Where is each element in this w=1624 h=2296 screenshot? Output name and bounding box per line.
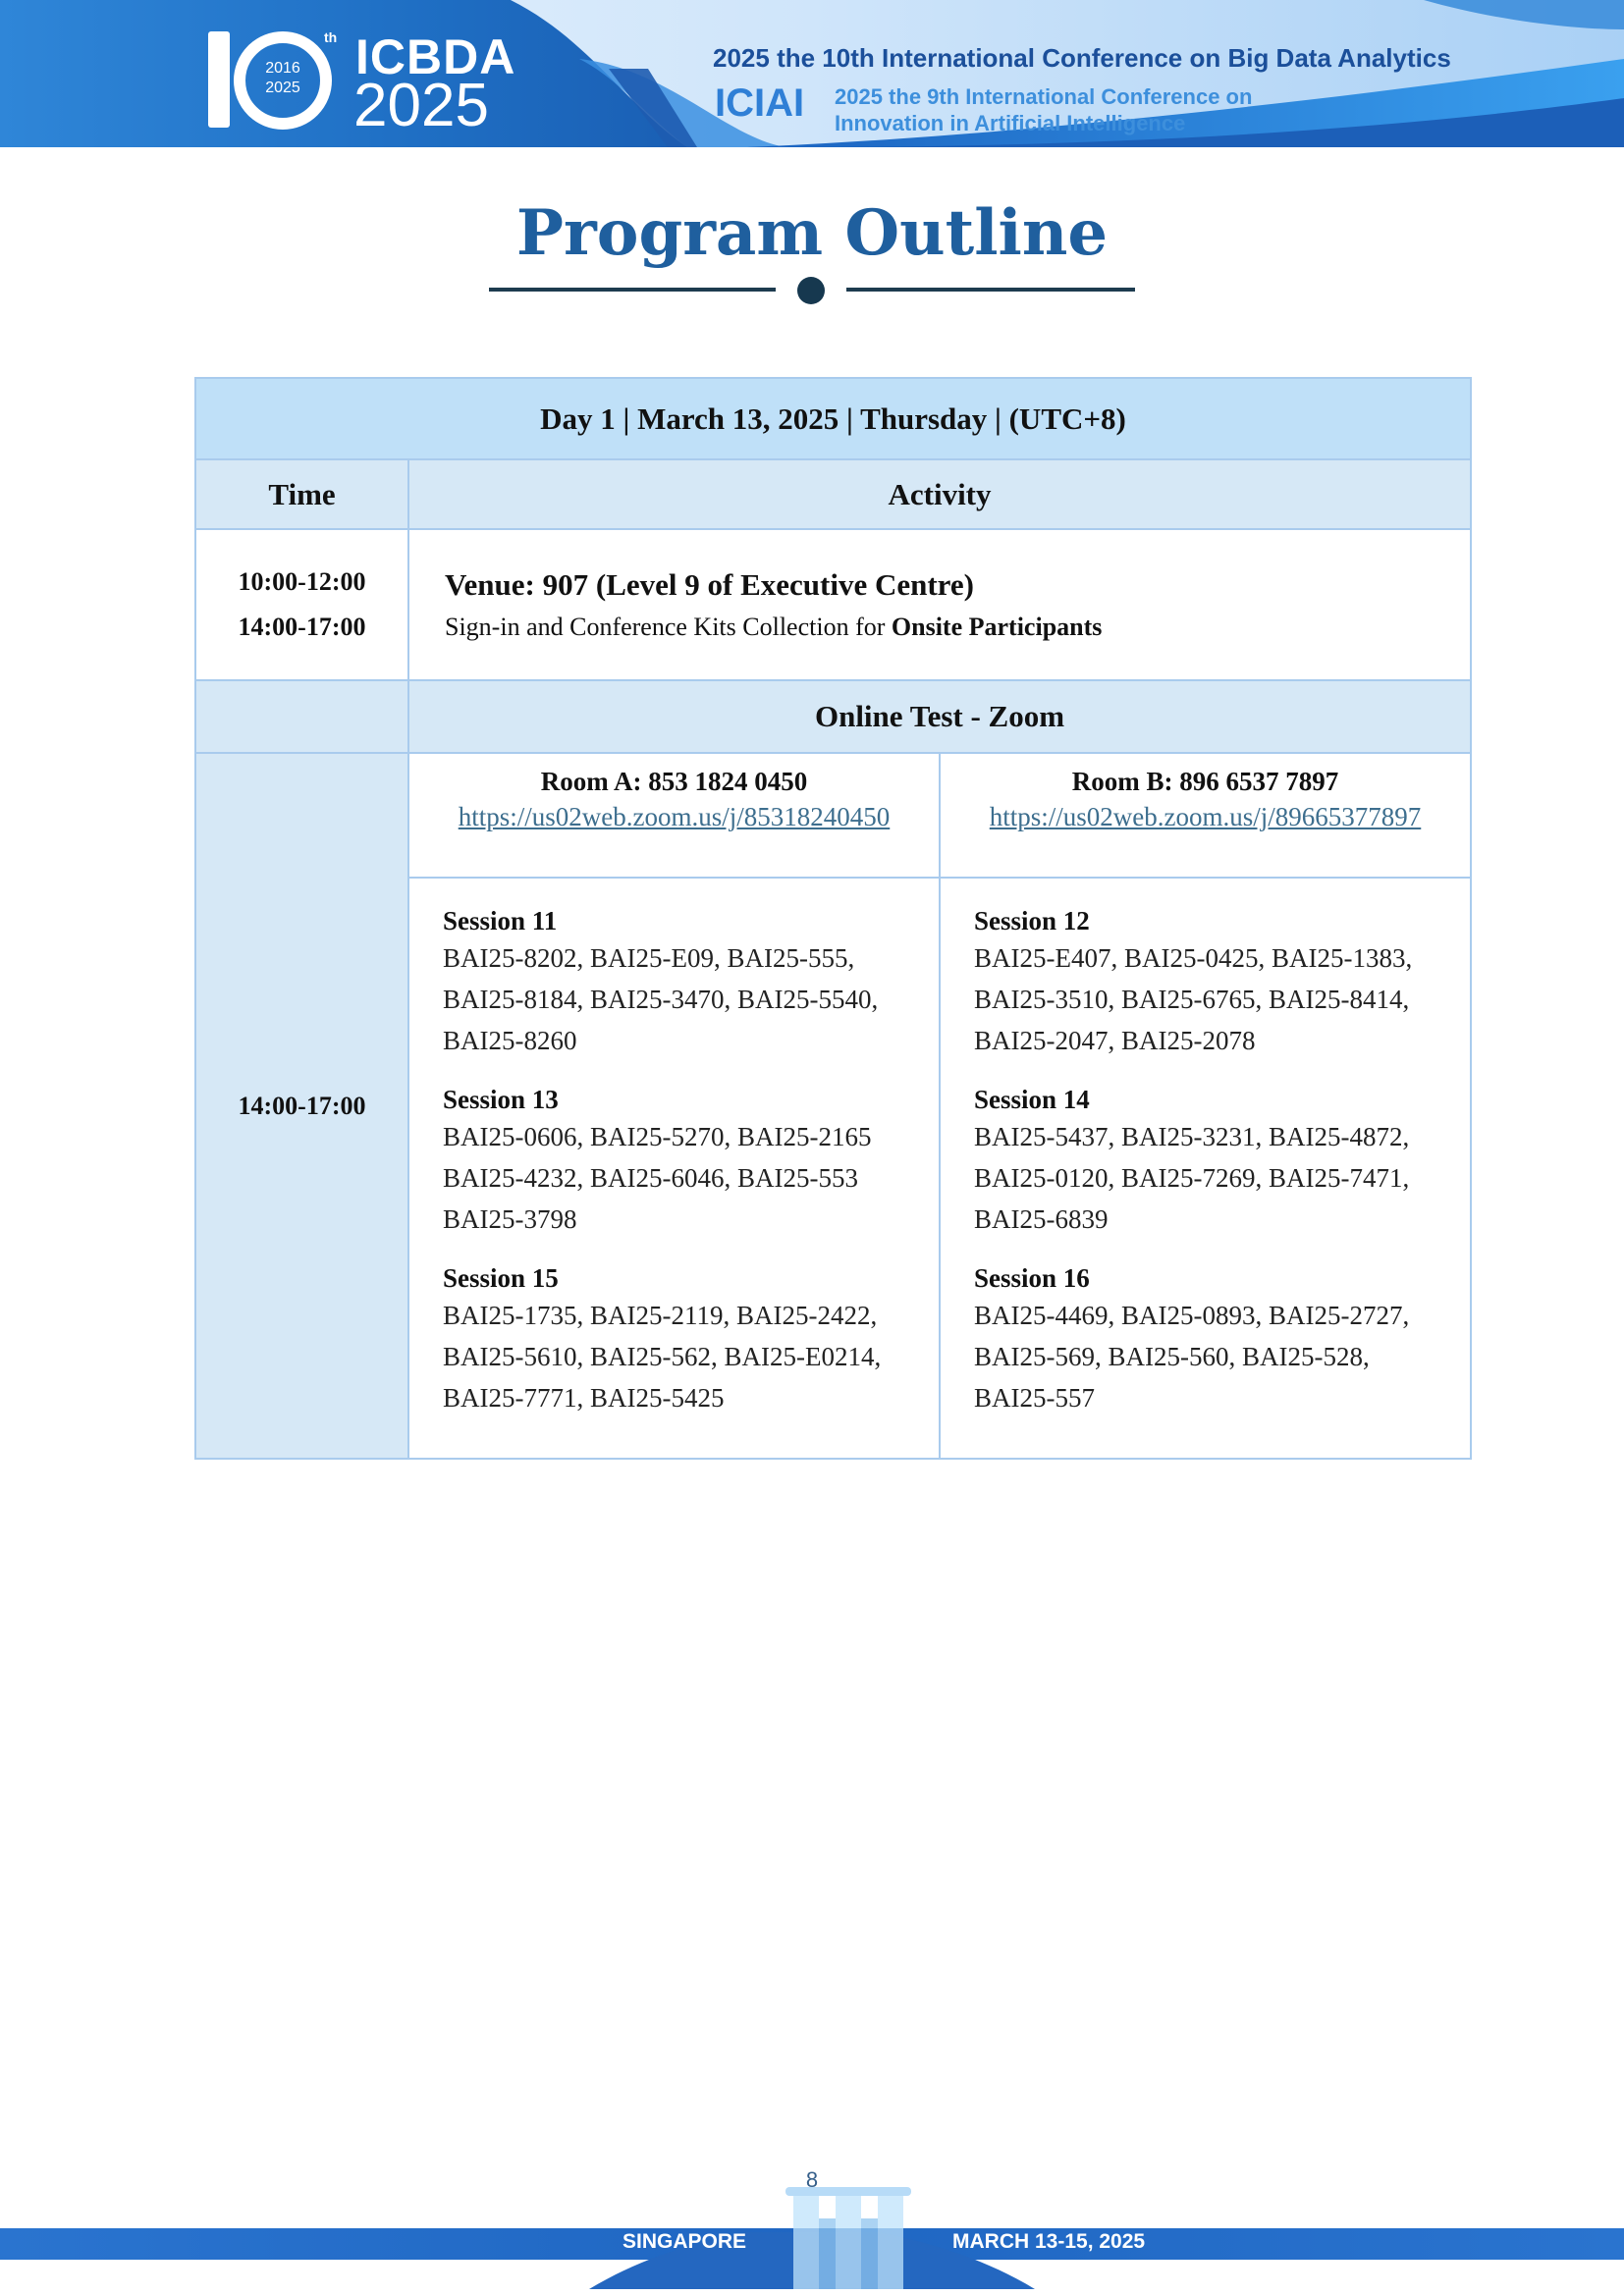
online-test-label: Online Test - Zoom: [408, 680, 1471, 753]
signin-description-emphasis: Onsite Participants: [891, 613, 1103, 641]
room-a-zoom-link[interactable]: https://us02web.zoom.us/j/85318240450: [458, 802, 891, 831]
day-header-row: [195, 378, 1471, 459]
session-paper-line: BAI25-3510, BAI25-6765, BAI25-8414,: [974, 985, 1410, 1014]
title-divider-left: [489, 288, 776, 292]
venue-title: Venue: 907 (Level 9 of Executive Centre): [445, 567, 974, 602]
anniversary-logo: [208, 29, 346, 137]
sessions-room-b: [940, 878, 1471, 1459]
signin-activity-cell: [408, 529, 1471, 680]
session-paper-line: BAI25-8260: [443, 1026, 577, 1055]
column-header-activity: Activity: [408, 459, 1471, 529]
session-block: [443, 1261, 929, 1418]
room-a-name: Room A: 853 1824 0450: [540, 767, 808, 796]
session-block: [443, 1083, 929, 1240]
session-paper-line: BAI25-5437, BAI25-3231, BAI25-4872,: [974, 1122, 1410, 1151]
footer-dates: MARCH 13-15, 2025: [952, 2230, 1146, 2253]
room-b-name: Room B: 896 6537 7897: [1071, 767, 1339, 796]
session-paper-line: BAI25-8184, BAI25-3470, BAI25-5540,: [443, 985, 879, 1014]
column-header-time: Time: [195, 459, 408, 529]
session-paper-line: BAI25-569, BAI25-560, BAI25-528,: [974, 1342, 1370, 1371]
iciai-subtitle-line1: 2025 the 9th International Conference on: [835, 84, 1253, 109]
session-block: [974, 1261, 1460, 1418]
session-title: Session 16: [974, 1263, 1090, 1293]
signin-description-text: Sign-in and Conference Kits Collection for: [445, 613, 892, 641]
session-title: Session 12: [974, 906, 1090, 935]
iciai-subtitle: [835, 83, 1252, 136]
room-b-zoom-link[interactable]: https://us02web.zoom.us/j/89665377897: [989, 802, 1422, 831]
signin-time-cell: [195, 529, 408, 680]
session-paper-line: BAI25-2047, BAI25-2078: [974, 1026, 1256, 1055]
session-title: Session 13: [443, 1085, 559, 1114]
sessions-room-a: [408, 878, 940, 1459]
title-divider-dot: [797, 277, 825, 304]
session-paper-line: BAI25-5610, BAI25-562, BAI25-E0214,: [443, 1342, 882, 1371]
logo-years: [251, 59, 314, 98]
online-test-time-empty: [195, 680, 408, 753]
online-test-time: 14:00-17:00: [195, 753, 408, 1459]
session-title: Session 15: [443, 1263, 559, 1293]
page-title: Program Outline: [515, 196, 1109, 270]
session-paper-line: BAI25-1735, BAI25-2119, BAI25-2422,: [443, 1301, 878, 1330]
signin-time-afternoon: 14:00-17:00: [238, 613, 366, 641]
day-header: Day 1 | March 13, 2025 | Thursday | (UTC+8): [195, 378, 1471, 459]
logo-year-end: 2025: [265, 80, 300, 96]
conference-title: 2025 the 10th International Conference on Big Data Analytics: [713, 43, 1451, 73]
room-b-cell: [940, 753, 1471, 878]
iciai-name: ICIAI: [715, 81, 805, 125]
icbda-name: ICBDA: [355, 29, 516, 84]
iciai-subtitle-line2: Innovation in Artificial Intelligence: [835, 111, 1186, 135]
column-header-row: [195, 459, 1471, 529]
session-paper-line: BAI25-4469, BAI25-0893, BAI25-2727,: [974, 1301, 1410, 1330]
session-paper-line: BAI25-0606, BAI25-5270, BAI25-2165: [443, 1122, 872, 1151]
session-paper-line: BAI25-3798: [443, 1204, 577, 1234]
session-title: Session 11: [443, 906, 558, 935]
session-block: [443, 904, 929, 1061]
signin-time-morning: 10:00-12:00: [238, 567, 366, 596]
session-block: [974, 1083, 1460, 1240]
signin-row: [195, 529, 1471, 680]
title-divider-right: [846, 288, 1135, 292]
page-number: 8: [805, 2167, 819, 2192]
session-paper-line: BAI25-8202, BAI25-E09, BAI25-555,: [443, 943, 855, 973]
logo-numeral-one: [208, 31, 230, 128]
session-paper-line: BAI25-E407, BAI25-0425, BAI25-1383,: [974, 943, 1413, 973]
schedule-table: [194, 377, 1472, 1460]
session-paper-line: BAI25-7771, BAI25-5425: [443, 1383, 725, 1413]
marina-bay-sands-icon: [785, 2187, 911, 2289]
session-paper-line: BAI25-557: [974, 1383, 1095, 1413]
header-banner: [0, 0, 1624, 157]
room-a-cell: [408, 753, 940, 878]
rooms-row: [195, 753, 1471, 878]
session-paper-line: BAI25-6839: [974, 1204, 1109, 1234]
session-title: Session 14: [974, 1085, 1090, 1114]
session-paper-line: BAI25-0120, BAI25-7269, BAI25-7471,: [974, 1163, 1410, 1193]
session-paper-line: BAI25-4232, BAI25-6046, BAI25-553: [443, 1163, 858, 1193]
footer-city: SINGAPORE: [623, 2230, 747, 2253]
icbda-year: 2025: [353, 72, 489, 139]
logo-year-start: 2016: [265, 60, 300, 77]
online-test-header-row: [195, 680, 1471, 753]
signin-description: [445, 613, 1470, 642]
logo-suffix: th: [324, 29, 338, 45]
session-block: [974, 904, 1460, 1061]
